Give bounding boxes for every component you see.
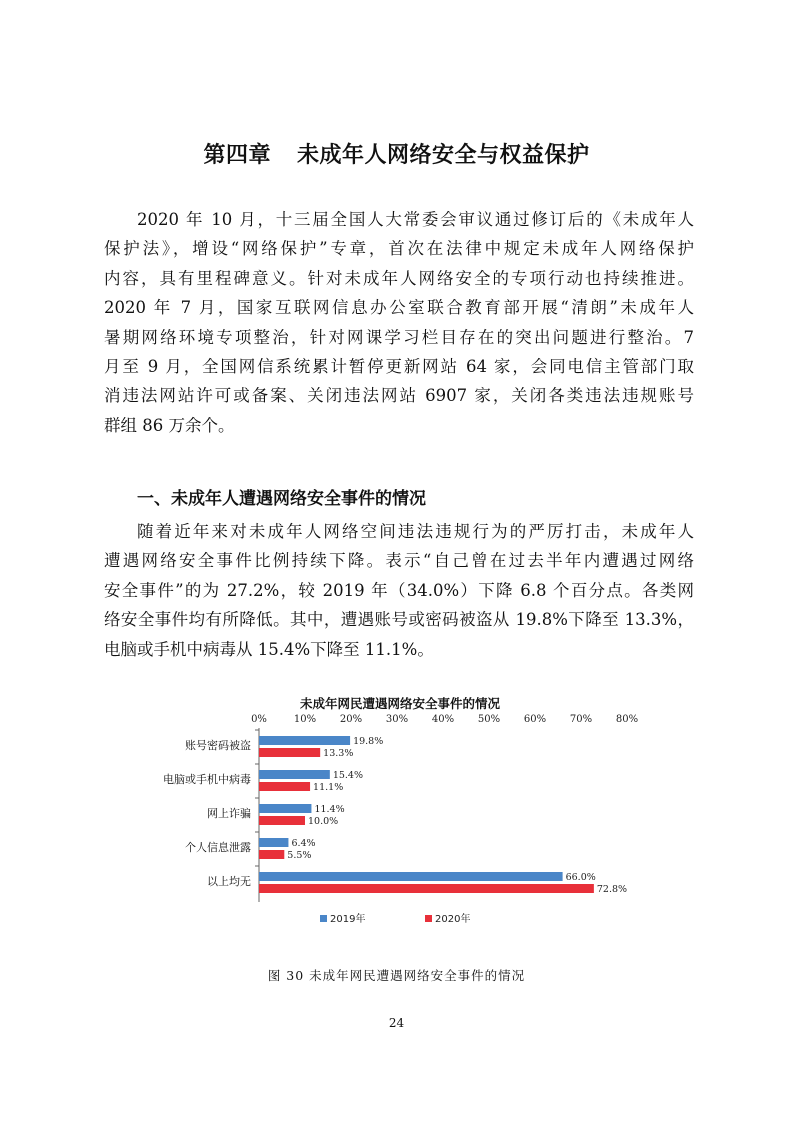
bar-2019 bbox=[259, 736, 350, 745]
category-label: 账号密码被盗 bbox=[185, 739, 251, 752]
legend-label: 2019年 bbox=[330, 914, 366, 925]
paragraph-1-line: 内容，具有里程碑意义。针对未成年人网络安全的专项行动也持续推进。 bbox=[104, 268, 694, 288]
bar-2019 bbox=[259, 770, 330, 779]
chart-title: 未成年网民遭遇网络安全事件的情况 bbox=[299, 696, 500, 711]
bar-value-label: 66.0% bbox=[565, 872, 596, 883]
bar-2019 bbox=[259, 838, 288, 847]
category-label: 网上诈骗 bbox=[207, 807, 251, 820]
paragraph-1-line: 2020 年 7 月，国家互联网信息办公室联合教育部开展“清朗”未成年人 bbox=[104, 298, 694, 318]
legend-label: 2020年 bbox=[435, 914, 471, 925]
bar-value-label: 10.0% bbox=[308, 816, 339, 827]
chart-canvas bbox=[150, 690, 650, 950]
chapter-name: 未成年人网络安全与权益保护 bbox=[297, 142, 590, 168]
bar-2020 bbox=[259, 748, 320, 757]
paragraph-2 bbox=[104, 517, 694, 664]
page-number: 24 bbox=[388, 1016, 405, 1030]
legend-swatch bbox=[320, 915, 327, 922]
bar-value-label: 6.4% bbox=[291, 838, 316, 849]
bar-value-label: 11.1% bbox=[313, 782, 344, 793]
x-tick-label: 0% bbox=[251, 714, 267, 725]
paragraph-2-line: 随着近年来对未成年人网络空间违法违规行为的严厉打击，未成年人 bbox=[137, 522, 694, 541]
bar-2020 bbox=[259, 884, 594, 893]
paragraph-1-line: 群组 86 万余个。 bbox=[104, 415, 235, 435]
paragraph-1-line: 暑期网络环境专项整治，针对网课学习栏目存在的突出问题进行整治。7 bbox=[104, 327, 694, 347]
x-tick-label: 70% bbox=[569, 714, 593, 725]
paragraph-2-line: 遭遇网络安全事件比例持续下降。表示“自己曾在过去半年内遭遇过网络 bbox=[104, 551, 694, 571]
figure-caption: 图 30 未成年网民遭遇网络安全事件的情况 bbox=[267, 968, 526, 983]
x-tick-label: 40% bbox=[431, 714, 455, 725]
paragraph-1-line: 月至 9 月，全国网信系统累计暂停更新网站 64 家，会同电信主管部门取 bbox=[104, 357, 694, 377]
bar-chart bbox=[150, 690, 650, 950]
bar-value-label: 11.4% bbox=[314, 804, 345, 815]
chapter-number: 第四章 bbox=[203, 142, 271, 168]
category-label: 个人信息泄露 bbox=[185, 841, 251, 854]
legend-swatch bbox=[425, 915, 432, 922]
bar-2020 bbox=[259, 782, 310, 791]
x-tick-label: 20% bbox=[339, 714, 363, 725]
bar-2020 bbox=[259, 850, 284, 859]
bar-value-label: 19.8% bbox=[353, 736, 384, 747]
x-tick-label: 80% bbox=[615, 714, 639, 725]
x-tick-label: 50% bbox=[477, 714, 501, 725]
paragraph-1 bbox=[104, 205, 694, 440]
x-tick-label: 30% bbox=[385, 714, 409, 725]
paragraph-2-line: 电脑或手机中病毒从 15.4%下降至 11.1%。 bbox=[104, 639, 434, 659]
bar-2019 bbox=[259, 804, 311, 813]
section-heading: 一、未成年人遭遇网络安全事件的情况 bbox=[137, 489, 426, 509]
bar-value-label: 13.3% bbox=[323, 748, 354, 759]
paragraph-2-line: 安全事件”的为 27.2%，较 2019 年（34.0%）下降 6.8 个百分点。各类网 bbox=[104, 580, 694, 600]
chapter-title bbox=[0, 138, 793, 169]
x-tick-label: 60% bbox=[523, 714, 547, 725]
bar-2019 bbox=[259, 872, 563, 881]
category-label: 电脑或手机中病毒 bbox=[163, 773, 251, 786]
paragraph-1-line: 消违法网站许可或备案、关闭违法网站 6907 家，关闭各类违法违规账号 bbox=[104, 386, 694, 406]
bar-value-label: 72.8% bbox=[596, 884, 628, 895]
x-tick-label: 10% bbox=[293, 714, 317, 725]
category-label: 以上均无 bbox=[207, 875, 251, 888]
bar-value-label: 5.5% bbox=[287, 850, 312, 861]
paragraph-1-line: 2020 年 10 月，十三届全国人大常委会审议通过修订后的《未成年人 bbox=[137, 210, 694, 229]
paragraph-1-line: 保护法》，增设“网络保护”专章，首次在法律中规定未成年人网络保护 bbox=[104, 239, 694, 259]
paragraph-2-line: 络安全事件均有所降低。其中，遭遇账号或密码被盗从 19.8%下降至 13.3%， bbox=[104, 610, 694, 630]
bar-value-label: 15.4% bbox=[332, 770, 364, 781]
bar-2020 bbox=[259, 816, 305, 825]
